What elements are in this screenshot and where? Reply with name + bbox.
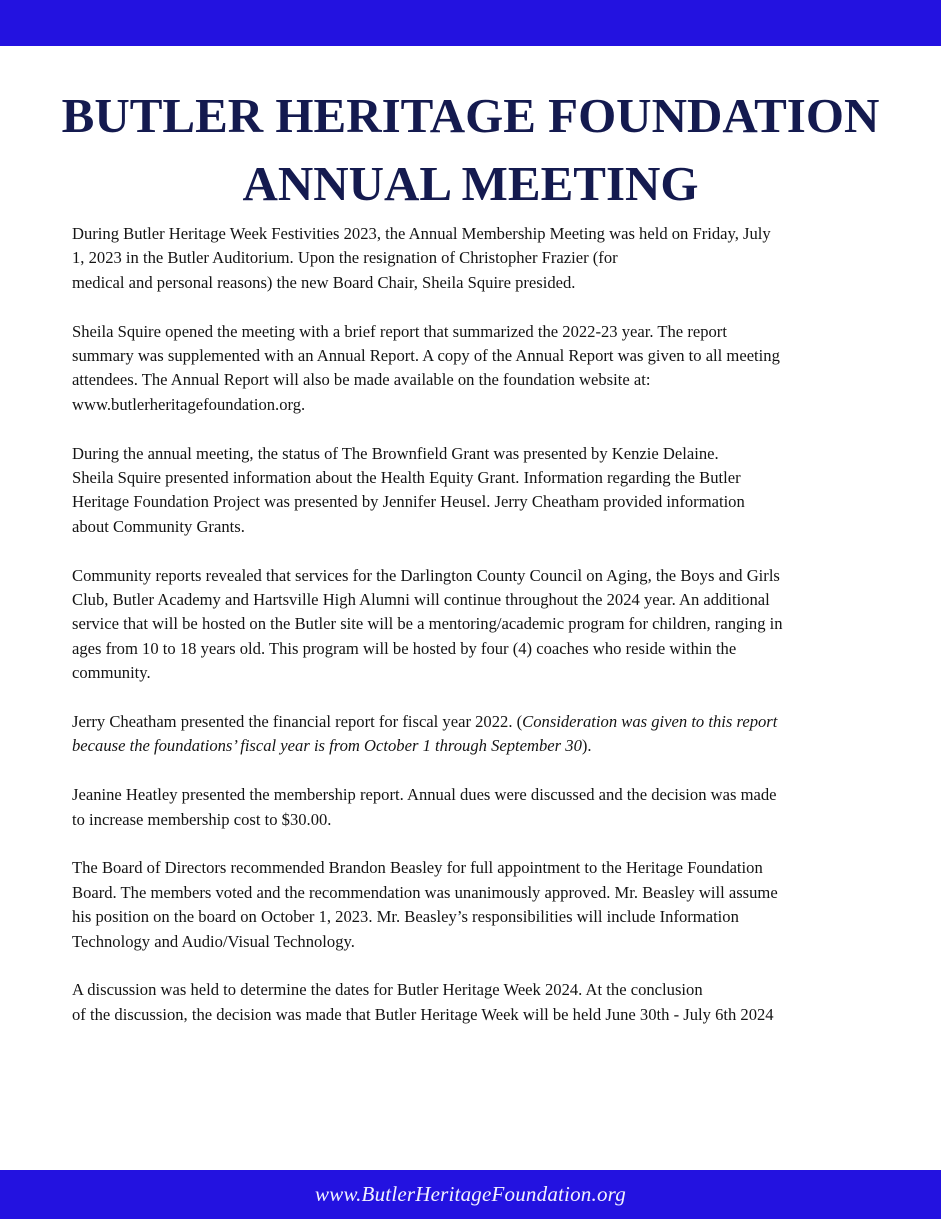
text-line: 1, 2023 in the Butler Auditorium. Upon the resignation of Christopher Frazier (for [72, 248, 618, 268]
text-segment: ). [581, 736, 592, 756]
text-line: Club, Butler Academy and Hartsville High Alumni will continue throughout the 2024 year. An additional [72, 590, 770, 610]
text-line: ages from 10 to 18 years old. This program will be hosted by four (4) coaches who reside within the [72, 638, 737, 658]
text-line: During Butler Heritage Week Festivities 2023, the Annual Membership Meeting was held on Friday, July [72, 224, 771, 243]
text-line: to increase membership cost to $30.00. [72, 809, 332, 829]
title-line-1: BUTLER HERITAGE FOUNDATION [61, 88, 880, 143]
text-line: his position on the board on October 1, 2023. Mr. Beasley’s responsibilities will include Information [72, 907, 739, 927]
paragraph-meeting-intro [72, 222, 872, 295]
footer-website-url: www.ButlerHeritageFoundation.org [315, 1182, 626, 1206]
text-line: Sheila Squire opened the meeting with a brief report that summarized the 2022-23 year. The report [72, 321, 727, 341]
text-line: The Board of Directors recommended Brandon Beasley for full appointment to the Heritage Foundation [72, 858, 763, 878]
website-link-text: www.butlerheritagefoundation.org. [72, 394, 306, 414]
paragraph-membership-report [72, 783, 872, 832]
text-line: service that will be hosted on the Butler site will be a mentoring/academic program for children, ranging in [72, 614, 783, 634]
text-line [72, 710, 872, 734]
text-line: Board. The members voted and the recommendation was unanimously approved. Mr. Beasley will assume [72, 882, 778, 902]
paragraph-financial-report [72, 710, 872, 759]
paragraph-heritage-week-dates [72, 978, 872, 1027]
text-line: During the annual meeting, the status of The Brownfield Grant was presented by Kenzie Delaine. [72, 443, 719, 463]
paragraph-board-appointment [72, 856, 872, 954]
title-line-2: ANNUAL MEETING [242, 156, 699, 211]
paragraph-annual-report [72, 320, 872, 418]
footer-band [0, 1170, 941, 1219]
italic-note: because the foundations’ fiscal year is from October 1 through September 30 [72, 736, 582, 756]
text-line: A discussion was held to determine the dates for Butler Heritage Week 2024. At the conclusion [72, 980, 703, 1000]
text-line: of the discussion, the decision was made that Butler Heritage Week will be held June 30th - July 6th 2024 [72, 1004, 774, 1024]
text-line: summary was supplemented with an Annual Report. A copy of the Annual Report was given to all meeting [72, 346, 780, 366]
text-line: attendees. The Annual Report will also be made available on the foundation website at: [72, 370, 651, 390]
text-line: medical and personal reasons) the new Board Chair, Sheila Squire presided. [72, 272, 576, 292]
text-line: community. [72, 663, 151, 683]
text-line: Sheila Squire presented information about the Health Equity Grant. Information regarding the Butler [72, 468, 741, 488]
text-line: Technology and Audio/Visual Technology. [72, 931, 355, 951]
text-line: Jeanine Heatley presented the membership report. Annual dues were discussed and the decision was made [72, 785, 777, 805]
page-title [0, 82, 941, 218]
text-line: about Community Grants. [72, 516, 245, 536]
text-line: Community reports revealed that services for the Darlington County Council on Aging, the Boys and Girls [72, 565, 780, 585]
text-segment: Jerry Cheatham presented the financial report for fiscal year 2022. ( [72, 712, 523, 732]
meeting-minutes-body [72, 222, 872, 1052]
top-color-band [0, 0, 941, 46]
paragraph-community-reports [72, 564, 872, 686]
text-line: Heritage Foundation Project was presented by Jennifer Heusel. Jerry Cheatham provided information [72, 492, 745, 512]
italic-note: Consideration was given to this report [522, 712, 778, 732]
paragraph-grants [72, 442, 872, 540]
text-line [72, 734, 872, 758]
